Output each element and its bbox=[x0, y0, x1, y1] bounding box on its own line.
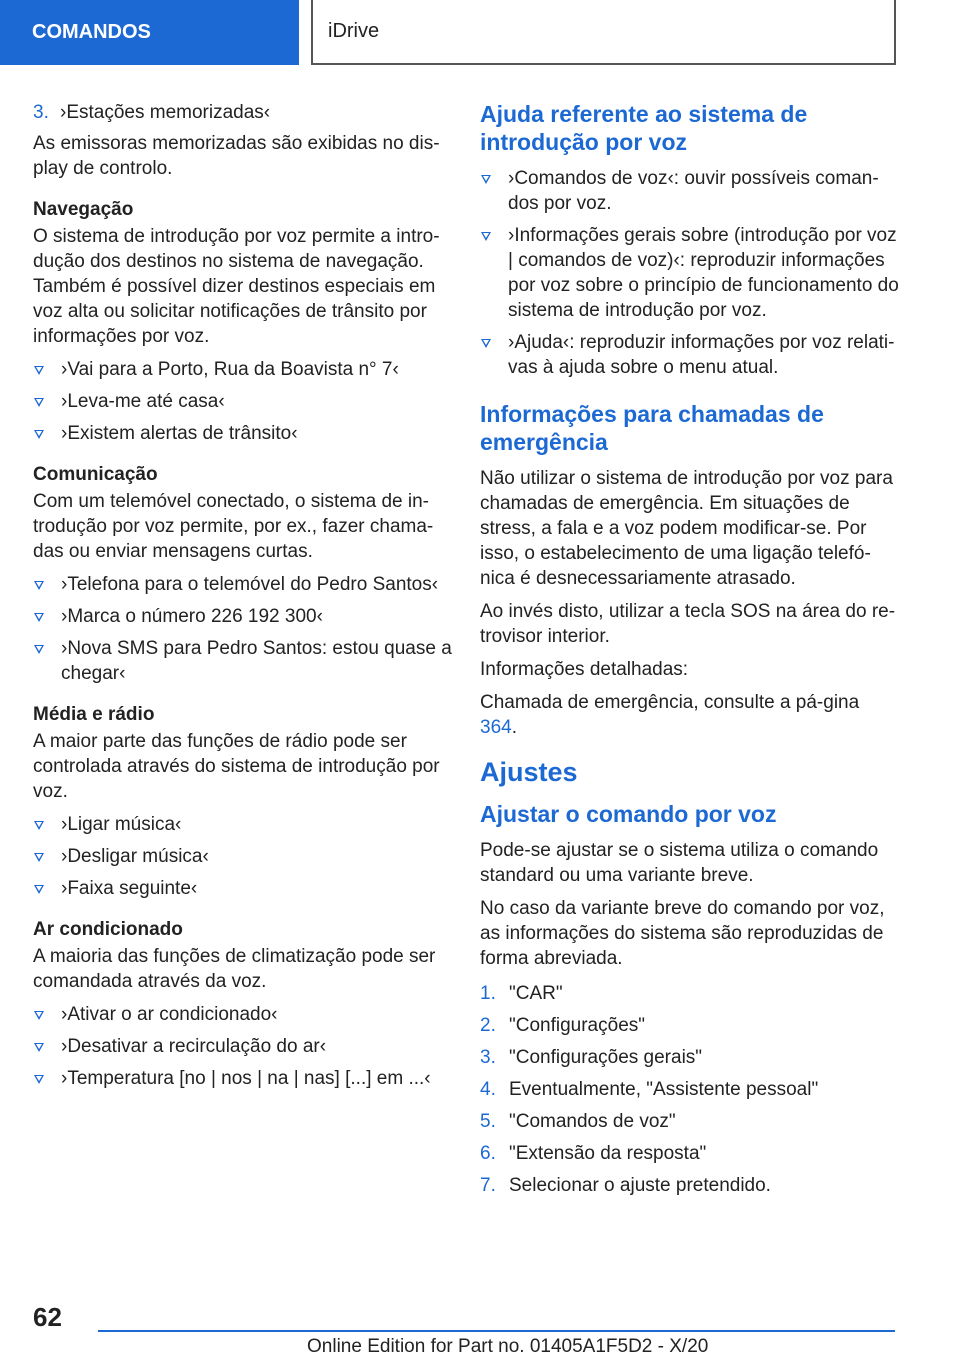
triangle-bullet-icon bbox=[34, 821, 44, 830]
chapter-header bbox=[311, 0, 896, 65]
section-title: COMANDOS bbox=[32, 21, 151, 43]
communication-text: Com um telemóvel conectado, o sistema de in-trodução por voz permite, por ex., fazer chama-das ou enviar mensagens curtas. bbox=[33, 491, 434, 562]
emergency-reference: Chamada de emergência, consulte a pá-gina 364. bbox=[480, 692, 860, 738]
list-item: ›Leva-me até casa‹ bbox=[33, 389, 453, 414]
triangle-bullet-icon bbox=[34, 366, 44, 375]
navigation-heading: Navegação bbox=[33, 199, 134, 220]
help-commands bbox=[480, 166, 900, 380]
triangle-bullet-icon bbox=[34, 1075, 44, 1084]
communication-commands bbox=[33, 572, 453, 686]
triangle-bullet-icon bbox=[34, 1043, 44, 1052]
list-item: ›Faixa seguinte‹ bbox=[33, 876, 453, 901]
list-item: ›Telefona para o telemóvel do Pedro Santos‹ bbox=[33, 572, 453, 597]
triangle-bullet-icon bbox=[481, 339, 491, 348]
list-item: 5. "Comandos de voz" bbox=[480, 1111, 676, 1132]
triangle-bullet-icon bbox=[34, 853, 44, 862]
list-item: ›Existem alertas de trânsito‹ bbox=[33, 421, 453, 446]
list-item: ›Temperatura [no | nos | na | nas] [...] em ...‹ bbox=[33, 1066, 453, 1091]
communication-heading: Comunicação bbox=[33, 464, 158, 485]
settings-text-2: No caso da variante breve do comando por voz, as informações do sistema são reproduzidas de forma abreviada. bbox=[480, 898, 885, 969]
list-item: ›Nova SMS para Pedro Santos: estou quase a chegar‹ bbox=[33, 636, 453, 686]
list-item: ›Informações gerais sobre (introdução por voz | comandos de voz)‹: reproduzir informações por voz sobre o princípio de funcionamento do sistema de introdução por voz. bbox=[480, 223, 900, 323]
settings-subheading: Ajustar o comando por voz bbox=[480, 801, 777, 827]
footer-edition: Online Edition for Part no. 01405A1F5D2 - X/20 bbox=[307, 1336, 709, 1357]
media-text: A maior parte das funções de rádio pode ser controlada através do sistema de introdução por voz. bbox=[33, 731, 440, 802]
settings-heading: Ajustes bbox=[480, 757, 578, 787]
emergency-text-3: Informações detalhadas: bbox=[480, 659, 689, 680]
media-commands bbox=[33, 812, 453, 901]
right-column bbox=[480, 100, 900, 1205]
settings-text-1: Pode-se ajustar se o sistema utiliza o comando standard ou uma variante breve. bbox=[480, 840, 879, 886]
list-item: 6. "Extensão da resposta" bbox=[480, 1143, 707, 1164]
list-item: 7. Selecionar o ajuste pretendido. bbox=[480, 1175, 771, 1196]
list-item: 2. "Configurações" bbox=[480, 1015, 646, 1036]
list-item: ›Ligar música‹ bbox=[33, 812, 453, 837]
triangle-bullet-icon bbox=[481, 175, 491, 184]
triangle-bullet-icon bbox=[481, 232, 491, 241]
list-item: ›Ajuda‹: reproduzir informações por voz relati-vas à ajuda sobre o menu atual. bbox=[480, 330, 900, 380]
list-item: 4. Eventualmente, "Assistente pessoal" bbox=[480, 1079, 819, 1100]
footer-divider bbox=[98, 1330, 895, 1332]
section-tab bbox=[0, 0, 299, 65]
emergency-text-1: Não utilizar o sistema de introdução por voz para chamadas de emergência. Em situações de stress, a fala e a voz podem modificar-se. Por isso, o estabelecimento de uma ligação telefó-nica é desnecessariamente atrasado. bbox=[480, 468, 893, 589]
list-item: 1. "CAR" bbox=[480, 983, 563, 1004]
list-item: ›Comandos de voz‹: ouvir possíveis coman-dos por voz. bbox=[480, 166, 900, 216]
left-column bbox=[33, 100, 453, 1098]
triangle-bullet-icon bbox=[34, 885, 44, 894]
list-item: 3. "Configurações gerais" bbox=[480, 1047, 703, 1068]
step-number: 3. bbox=[33, 102, 49, 123]
help-heading: Ajuda referente ao sistema de introdução por voz bbox=[480, 101, 808, 155]
step-description: As emissoras memorizadas são exibidas no dis-play de controlo. bbox=[33, 133, 440, 179]
page-link[interactable]: 364 bbox=[480, 717, 512, 738]
triangle-bullet-icon bbox=[34, 1011, 44, 1020]
triangle-bullet-icon bbox=[34, 613, 44, 622]
ac-heading: Ar condicionado bbox=[33, 919, 183, 940]
navigation-commands bbox=[33, 357, 453, 446]
emergency-heading: Informações para chamadas de emergência bbox=[480, 401, 824, 455]
emergency-text-2: Ao invés disto, utilizar a tecla SOS na área do re-trovisor interior. bbox=[480, 601, 896, 647]
step-3 bbox=[33, 100, 453, 125]
step-text: ›Estações memorizadas‹ bbox=[60, 102, 271, 123]
chapter-title: iDrive bbox=[328, 20, 380, 42]
list-item: ›Marca o número 226 192 300‹ bbox=[33, 604, 453, 629]
media-heading: Média e rádio bbox=[33, 704, 155, 725]
page-number: 62 bbox=[33, 1302, 62, 1332]
triangle-bullet-icon bbox=[34, 398, 44, 407]
list-item: ›Ativar o ar condicionado‹ bbox=[33, 1002, 453, 1027]
list-item: ›Desativar a recirculação do ar‹ bbox=[33, 1034, 453, 1059]
settings-steps bbox=[480, 981, 900, 1198]
ac-text: A maioria das funções de climatização pode ser comandada através da voz. bbox=[33, 946, 436, 992]
list-item: ›Vai para a Porto, Rua da Boavista n° 7‹ bbox=[33, 357, 453, 382]
triangle-bullet-icon bbox=[34, 581, 44, 590]
triangle-bullet-icon bbox=[34, 430, 44, 439]
triangle-bullet-icon bbox=[34, 645, 44, 654]
ac-commands bbox=[33, 1002, 453, 1091]
list-item: ›Desligar música‹ bbox=[33, 844, 453, 869]
navigation-text: O sistema de introdução por voz permite a intro-dução dos destinos no sistema de navegação. Também é possível dizer destinos especiais em voz alta ou solicitar notificações de trânsito por informações por voz. bbox=[33, 226, 440, 347]
